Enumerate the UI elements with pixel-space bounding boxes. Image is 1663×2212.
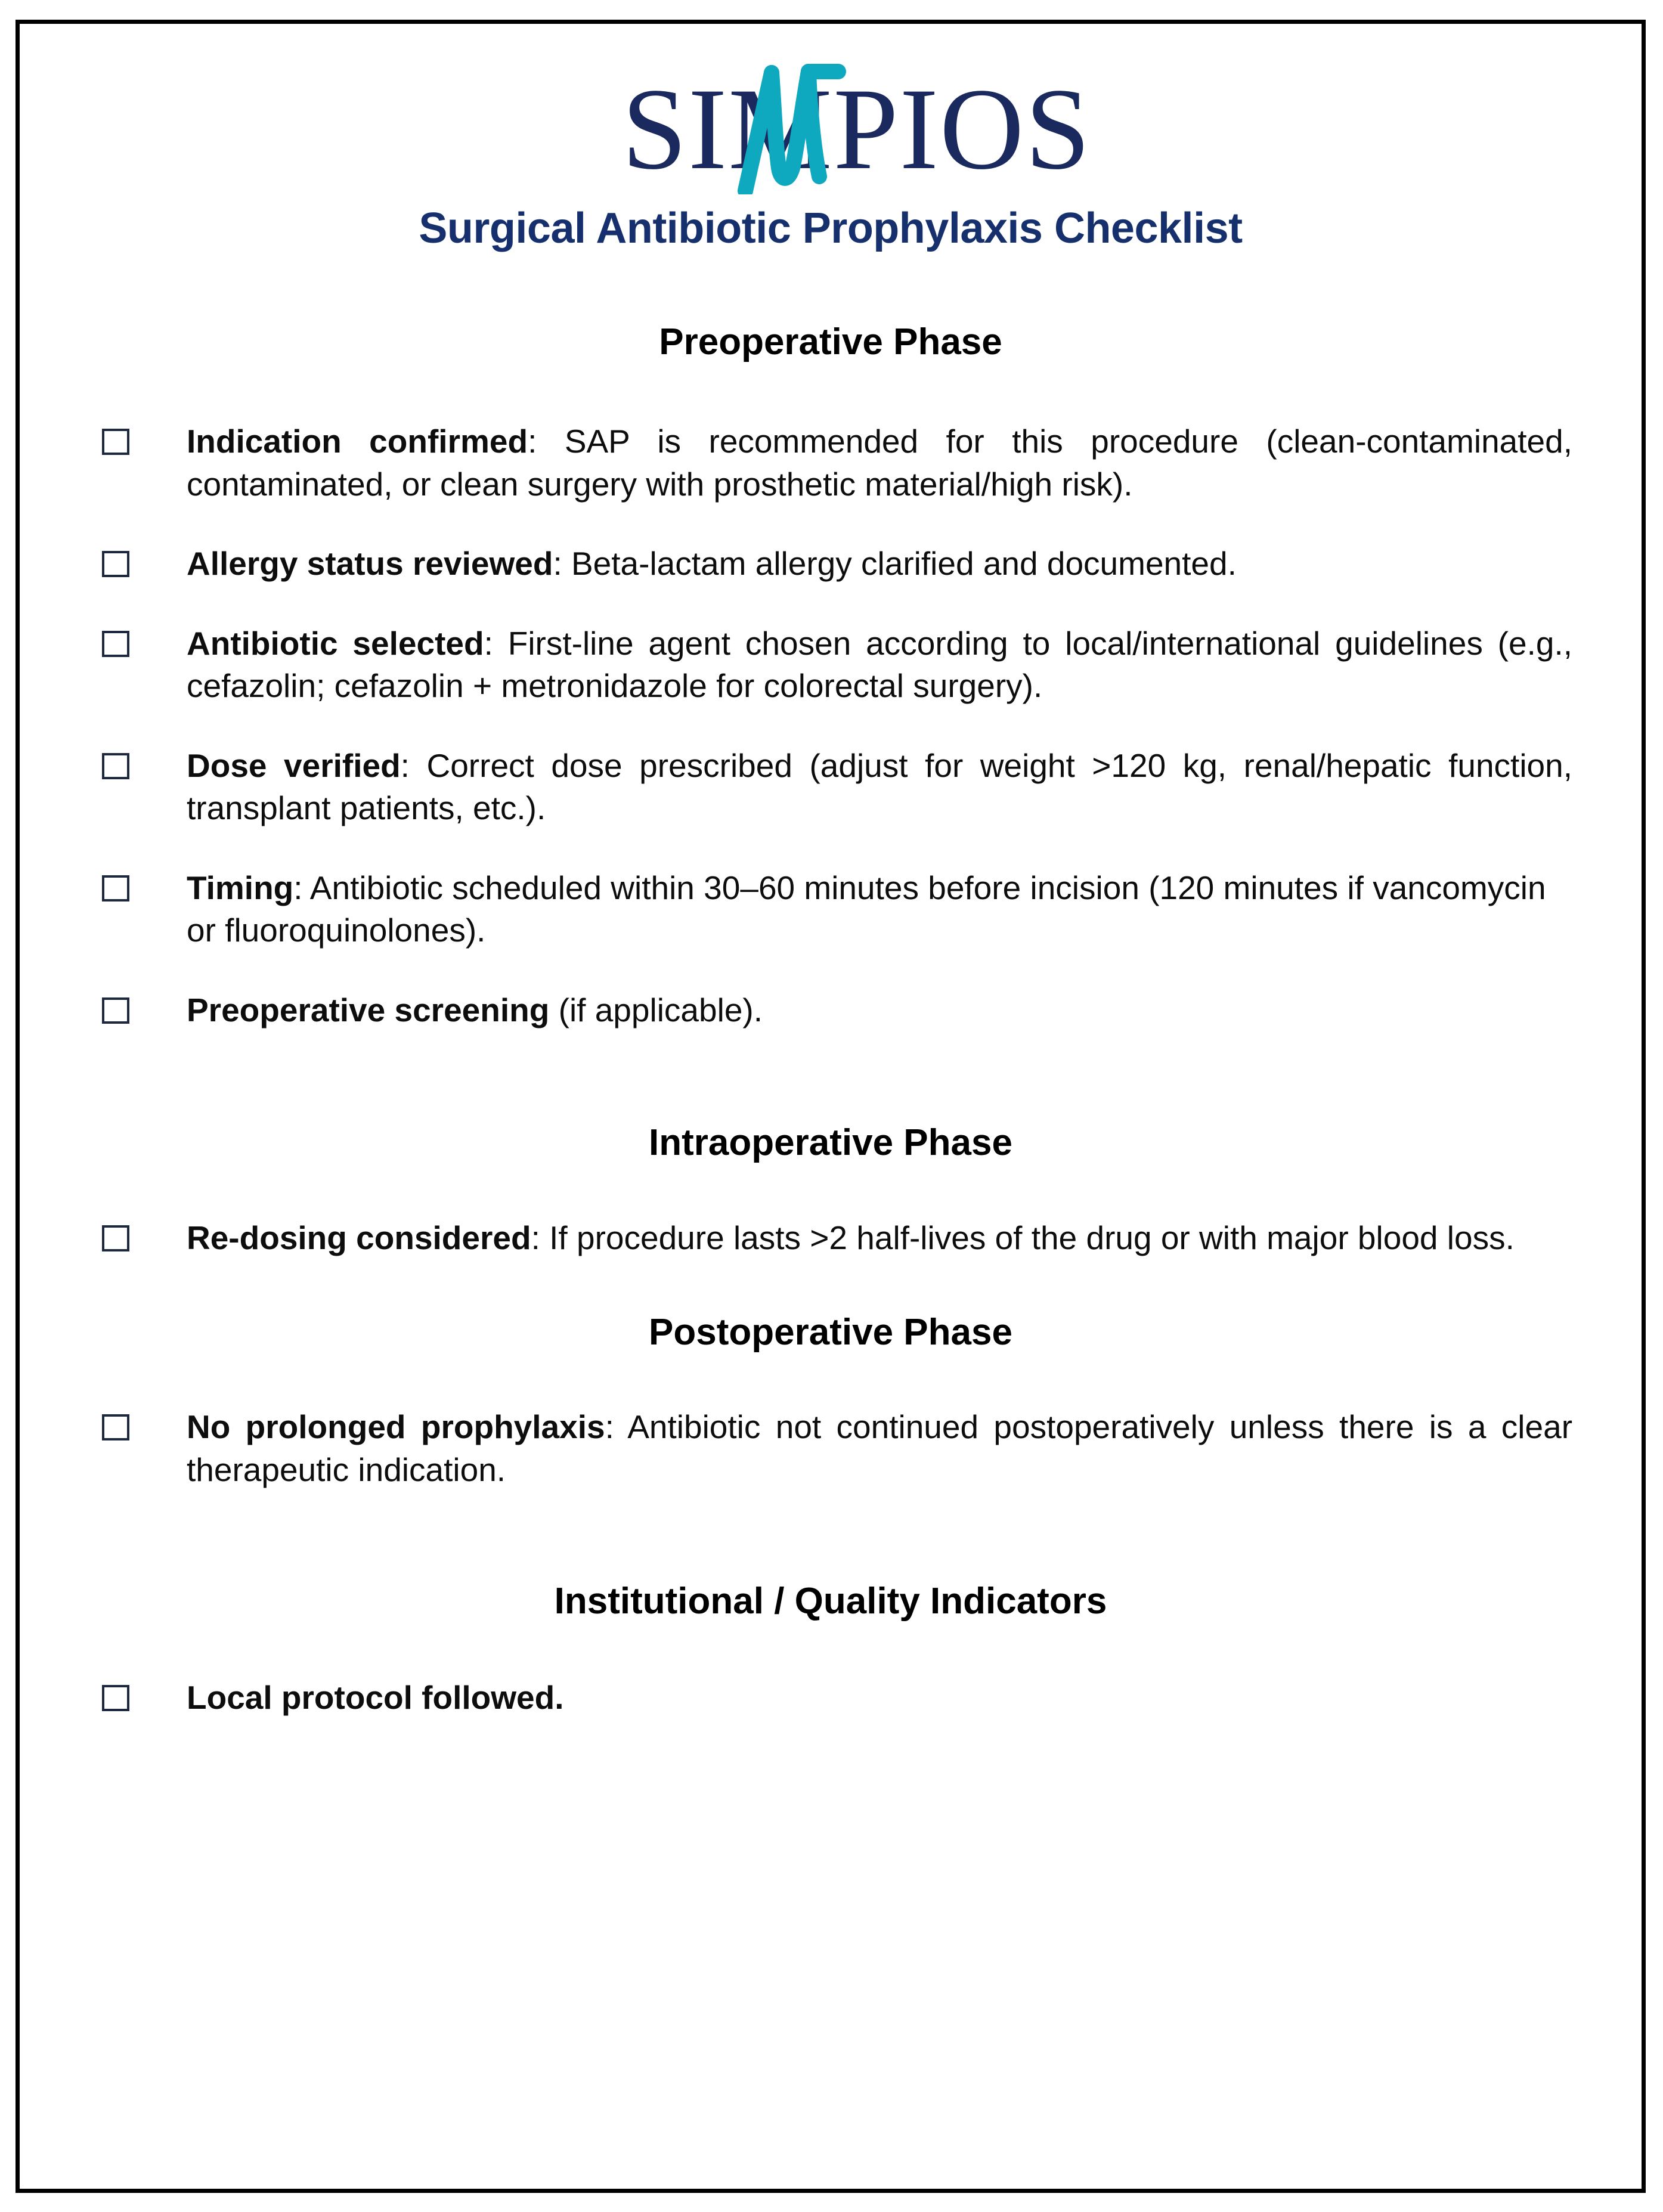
checklist-item-label: Antibiotic selected [187, 624, 484, 662]
page-title: Surgical Antibiotic Prophylaxis Checklist [419, 205, 1243, 252]
checklist-item-separator: : [605, 1408, 628, 1446]
checklist-item-separator: : [293, 869, 310, 906]
checklist-item[interactable] [89, 989, 1572, 1032]
checklist-preoperative [89, 420, 1572, 1031]
checklist-item-separator: : [531, 1219, 550, 1256]
checklist-item-text: SAP is recommended for this procedure (clean-contaminated, contaminated, or clean surgery with prosthetic material/high risk). [187, 423, 1572, 503]
checklist-item[interactable] [89, 1677, 1572, 1720]
checkbox[interactable] [102, 429, 129, 455]
checklist-intraoperative [89, 1217, 1572, 1260]
checklist-item-separator: : [528, 423, 565, 460]
section-heading-intraoperative: Intraoperative Phase [649, 1122, 1012, 1164]
checkbox[interactable] [102, 1225, 129, 1251]
section-heading-quality-indicators: Institutional / Quality Indicators [554, 1581, 1107, 1622]
checklist-item-text: First-line agent chosen according to local/international guidelines (e.g., cefazolin; cefazolin + metronidazole for colorectal surgery). [187, 624, 1573, 705]
checklist-item-separator [549, 992, 558, 1028]
checklist-item[interactable] [89, 543, 1572, 585]
section-heading-postoperative: Postoperative Phase [649, 1312, 1012, 1353]
simpios-logo [89, 61, 1572, 198]
checklist-quality-indicators [89, 1677, 1572, 1720]
checklist-item-label: Local protocol followed. [187, 1678, 564, 1716]
checklist-item-label: Re-dosing considered [187, 1219, 531, 1256]
checkbox[interactable] [102, 1685, 129, 1711]
checklist-item[interactable] [89, 867, 1572, 952]
checklist-item-text: (if applicable). [558, 991, 763, 1028]
checklist-item[interactable] [89, 420, 1572, 506]
checklist-item-text: Antibiotic not continued postoperatively unless there is a clear therapeutic indication. [187, 1408, 1573, 1488]
checkbox[interactable] [102, 753, 129, 779]
checklist-item-label: Indication confirmed [187, 423, 528, 460]
logo-wordmark: SIMPIOS [622, 64, 1092, 194]
checklist-item[interactable] [89, 745, 1572, 830]
checklist-item-text: Antibiotic scheduled within 30–60 minutes before incision (120 minutes if vancomycin or fluoroquinolones). [187, 869, 1546, 949]
page-content [20, 61, 1642, 2193]
checklist-item-text: If procedure lasts >2 half-lives of the drug or with major blood loss. [549, 1219, 1515, 1256]
checklist-postoperative [89, 1406, 1572, 1491]
checklist-item[interactable] [89, 1217, 1572, 1260]
checklist-item-text: Beta-lactam allergy clarified and documented. [571, 545, 1237, 583]
checklist-item[interactable] [89, 1406, 1572, 1491]
checklist-item-separator: : [553, 545, 571, 583]
checklist-item-label: Allergy status reviewed [187, 545, 553, 583]
logo-graphic [622, 64, 1092, 194]
checklist-page [16, 20, 1646, 2193]
section-heading-preoperative: Preoperative Phase [659, 321, 1002, 363]
checkbox[interactable] [102, 997, 129, 1024]
checkbox[interactable] [102, 631, 129, 657]
checkbox[interactable] [102, 875, 129, 901]
checklist-item[interactable] [89, 622, 1572, 708]
checklist-item-label: Dose verified [187, 746, 401, 784]
checklist-item-label: Preoperative screening [187, 991, 550, 1028]
checkbox[interactable] [102, 551, 129, 577]
checklist-item-label: Timing [187, 869, 294, 906]
checklist-item-label: No prolonged prophylaxis [187, 1408, 605, 1446]
checkbox[interactable] [102, 1414, 129, 1440]
checklist-item-separator: : [484, 624, 508, 662]
checklist-item-text: Correct dose prescribed (adjust for weight >120 kg, renal/hepatic function, transplant patients, etc.). [187, 746, 1573, 827]
checklist-item-separator: : [400, 746, 427, 784]
